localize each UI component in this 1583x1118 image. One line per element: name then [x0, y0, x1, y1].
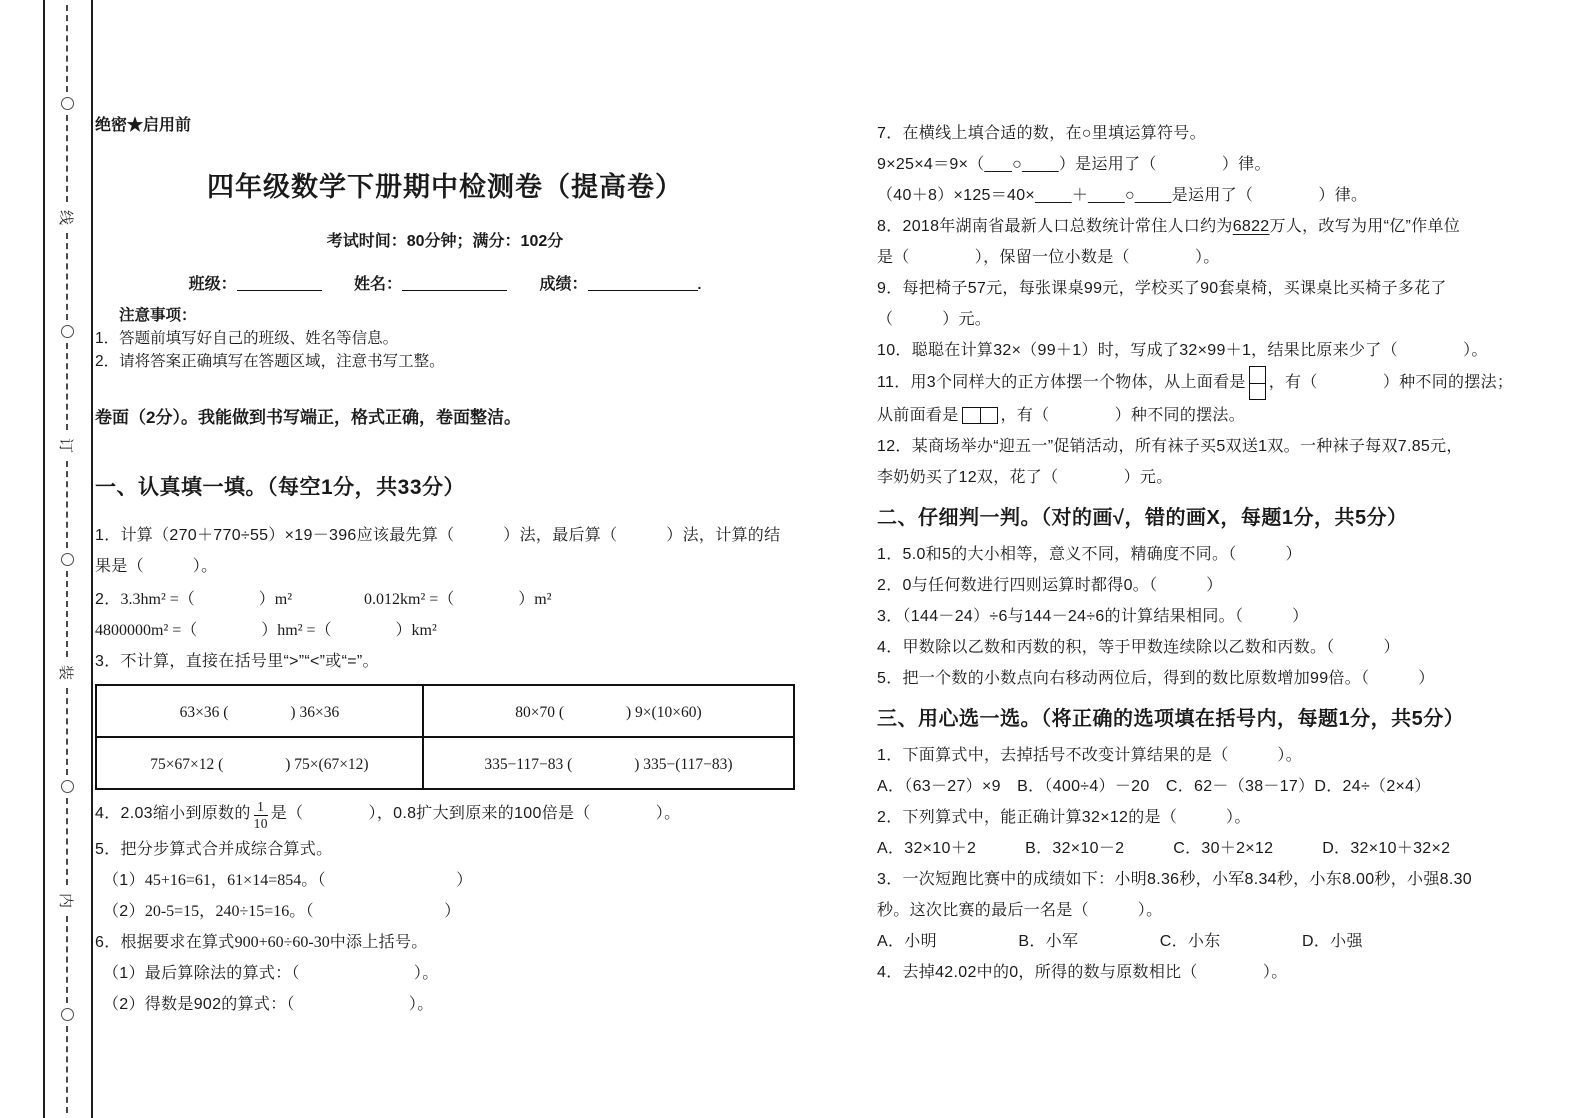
- q7-line1: 9×25×4＝9×（___○____）是运用了（ ）律。: [877, 156, 1271, 173]
- q5-item-2: [95, 896, 795, 927]
- q5-2-eq2: 240÷15=16: [215, 902, 290, 920]
- q6-item-2: （2）得数是902的算式：（ ）。: [103, 995, 434, 1013]
- page-title: 四年级数学下册期中检测卷（提高卷）: [207, 172, 683, 202]
- fraction-numerator: 1: [254, 799, 268, 816]
- binding-dash: [66, 688, 68, 775]
- binding-hole-icon: [61, 780, 74, 793]
- choice-q3-options: A．小明 B．小军 C．小东 D．小强: [877, 933, 1363, 950]
- fraction-denominator: 10: [253, 816, 268, 831]
- q7-stem: 7．在横线上填合适的数，在○里填运算符号。: [877, 125, 1206, 142]
- score-dot: .: [697, 276, 702, 292]
- right-column: [877, 118, 1583, 988]
- binding-dash: [66, 916, 68, 1003]
- q5-1-eq1: 45+16=61: [144, 871, 211, 889]
- q8-post: 万人，改写为用“亿”作单位: [1269, 218, 1461, 235]
- binding-dash: [66, 115, 68, 202]
- judge-item-5: 5．把一个数的小数点向右移动两位后，得到的数比原数增加99倍。（ ）: [877, 670, 1435, 687]
- q6-post: 中添上括号。: [329, 933, 428, 951]
- q4-pre: 4．2.03缩小到原数的: [95, 805, 251, 822]
- q4-post: 是（ ），0.8扩大到原来的100倍是（ ）。: [270, 805, 681, 822]
- binding-dash: [66, 5, 68, 92]
- notice-title: 注意事项：: [119, 307, 197, 324]
- choice-q2-options: A．32×10＋2 B．32×10－2 C．30＋2×12 D．32×10＋32×2: [877, 840, 1451, 857]
- q2-conversion-b: 0.012km² =（ ）m²: [364, 591, 552, 608]
- judge-item-3: 3．（144－24）÷6与144－24÷6的计算结果相同。（ ）: [877, 608, 1309, 625]
- table-cell-r2c2: 335−117−83 ( ) 335−(117−83): [423, 737, 794, 789]
- binding-char-line: 线: [57, 209, 75, 225]
- q9-line2: （ ）元。: [877, 311, 992, 328]
- notice-item-1: 1．答题前填写好自己的班级、姓名等信息。: [95, 330, 399, 347]
- name-label: 姓名：: [354, 276, 403, 293]
- binding-hole-icon: [61, 97, 74, 110]
- binding-border-right: [91, 0, 93, 1118]
- q8-line1: [877, 211, 1583, 242]
- choice-q1-stem: 1．下面算式中，去掉括号不改变计算结果的是（ ）。: [877, 747, 1302, 764]
- q5-2-number: （2）: [103, 902, 145, 920]
- q6-expression: 900+60÷60-30: [234, 933, 330, 951]
- q11-mid2: ，有（ ）种不同的摆法。: [1000, 407, 1246, 424]
- q2-line1: [95, 584, 795, 615]
- q1-line2: 果是（ ）。: [95, 558, 218, 575]
- q5-stem: 5．把分步算式合并成综合算式。: [95, 840, 333, 858]
- q7-line2: （40＋8）×125＝40×____＋____○____是运用了（ ）律。: [877, 187, 1368, 204]
- binding-hole-icon: [61, 1008, 74, 1021]
- classification-label: 绝密★启用前: [95, 117, 192, 134]
- q2-conversion-c: 4800000m² =（ ）hm² =（ ）km²: [95, 622, 437, 639]
- judge-item-1: 1．5.0和5的大小相等，意义不同，精确度不同。（ ）: [877, 546, 1302, 563]
- choice-q2-stem: 2．下列算式中，能正确计算32×12的是（ ）。: [877, 809, 1251, 826]
- q12-line2: 李奶奶买了12双，花了（ ）元。: [877, 469, 1173, 486]
- table-row: [96, 685, 794, 737]
- choice-q3-line1: 3．一次短跑比赛中的成绩如下：小明8.36秒，小军8.34秒，小东8.00秒，小强8.30: [877, 871, 1472, 888]
- binding-dash: [66, 233, 68, 320]
- binding-dash: [66, 343, 68, 430]
- choice-q4-stem: 4．去掉42.02中的0，所得的数与原数相比（ ）。: [877, 964, 1288, 981]
- notice-item-2: 2．请将答案正确填写在答题区域，注意书写工整。: [95, 353, 445, 370]
- binding-dash: [66, 1026, 68, 1113]
- class-label: 班级：: [188, 276, 237, 293]
- q3-stem: 3．不计算，直接在括号里“>”“<”或“=”。: [95, 653, 379, 670]
- q1-line1: 1．计算（270＋770÷55）×19－396应该最先算（ ）法，最后算（ ）法，计算的结: [95, 527, 781, 544]
- q9-line1: 9．每把椅子57元，每张课桌99元，学校买了90套桌椅，买课桌比买椅子多花了: [877, 280, 1447, 297]
- judge-item-2: 2．0与任何数进行四则运算时都得0。（ ）: [877, 577, 1223, 594]
- comparison-table: [95, 684, 795, 790]
- student-info-row: [95, 271, 795, 294]
- q6-stem: [95, 927, 795, 958]
- q5-2-eq1: 20-5=15: [144, 902, 200, 920]
- binding-char-staple: 订: [57, 437, 75, 453]
- q5-1-number: （1）: [103, 871, 145, 889]
- section2-heading: 二、仔细判一判。（对的画√，错的画X，每题1分，共5分）: [877, 507, 1408, 529]
- name-blank: [402, 275, 507, 291]
- q11-pre: 11．用3个同样大的正方体摆一个物体，从上面看是: [877, 374, 1246, 392]
- q5-1-blank: 。（ ）: [301, 871, 473, 889]
- q2-number: 2．: [95, 591, 121, 608]
- binding-hole-icon: [61, 553, 74, 566]
- score-blank: [588, 275, 698, 291]
- table-cell-r1c1: 63×36 ( ) 36×36: [96, 685, 423, 737]
- binding-char-inside: 内: [57, 893, 75, 909]
- left-column: [95, 112, 795, 1020]
- q11-mid: ，有（ ）种不同的摆法；: [1268, 374, 1514, 392]
- binding-char-bind: 装: [57, 665, 75, 681]
- score-label: 成绩：: [539, 276, 588, 293]
- binding-hole-icon: [61, 325, 74, 338]
- q10-stem: 10．聪聪在计算32×（99＋1）时，写成了32×99＋1，结果比原来少了（ ）。: [877, 342, 1488, 359]
- class-blank: [237, 275, 322, 291]
- choice-q1-options: A．（63－27）×9 B．（400÷4）－20 C．62－（38－17）D．24÷（2×4）: [877, 778, 1431, 795]
- binding-dash: [66, 798, 68, 885]
- q11-line1: [877, 366, 1583, 400]
- front-view-squares-icon: [962, 407, 998, 424]
- binding-dash: [66, 571, 68, 658]
- q8-line2: 是（ ），保留一位小数是（ ）。: [877, 249, 1220, 266]
- q4-stem: [95, 798, 795, 832]
- binding-border-left: [43, 0, 45, 1118]
- q5-2-sep: ，: [199, 902, 216, 920]
- neatness-statement: 卷面（2分）。我能做到书写端正，格式正确，卷面整洁。: [95, 408, 521, 427]
- table-cell-r2c1: 75×67×12 ( ) 75×(67×12): [96, 737, 423, 789]
- q11-line2: [877, 400, 1583, 431]
- binding-strip: [56, 0, 78, 1118]
- table-row: [96, 737, 794, 789]
- exam-time-score: 考试时间：80分钟；满分：102分: [326, 233, 564, 250]
- q8-pre: 8．2018年湖南省最新人口总数统计常住人口约为: [877, 218, 1233, 235]
- q5-2-blank: 。（ ）: [289, 902, 461, 920]
- q5-1-eq2: 61×14=854: [227, 871, 302, 889]
- fraction-one-tenth: [254, 799, 268, 831]
- judge-item-4: 4．甲数除以乙数和丙数的积，等于甲数连续除以乙数和丙数。（ ）: [877, 639, 1400, 656]
- section3-heading: 三、用心选一选。（将正确的选项填在括号内，每题1分，共5分）: [877, 708, 1465, 730]
- q6-item-1: （1）最后算除法的算式：（ ）。: [103, 964, 439, 982]
- top-view-squares-icon: [1249, 366, 1266, 400]
- q2-conversion-a: 3.3hm² =（ ）m²: [120, 591, 293, 608]
- binding-dash: [66, 461, 68, 548]
- q5-item-1: [95, 865, 795, 896]
- q6-pre: 6．根据要求在算式: [95, 933, 235, 951]
- choice-q3-line2: 秒。这次比赛的最后一名是（ ）。: [877, 902, 1163, 919]
- q11-pre2: 从前面看是: [877, 407, 959, 424]
- table-cell-r1c2: 80×70 ( ) 9×(10×60): [423, 685, 794, 737]
- q5-1-sep: ，: [210, 871, 228, 889]
- q12-line1: 12．某商场举办“迎五一”促销活动，所有袜子买5双送1双。一种袜子每双7.85元，: [877, 438, 1463, 455]
- q8-population-number: 6822: [1232, 218, 1270, 235]
- section1-heading: 一、认真填一填。（每空1分，共33分）: [95, 476, 466, 499]
